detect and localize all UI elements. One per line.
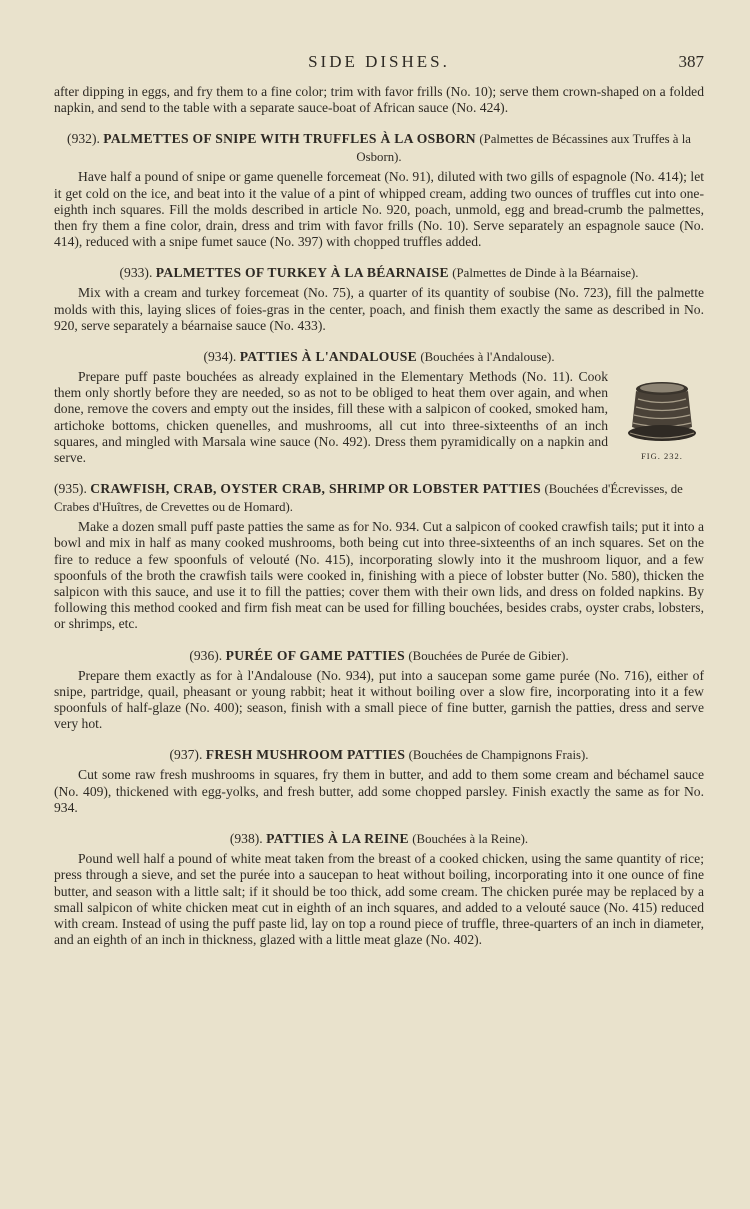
recipe-title-french: (Palmettes de Bécassines aux Truffes à la Osborn). [356, 132, 691, 165]
recipe-title-english: PURÉE OF GAME PATTIES [225, 647, 405, 663]
recipe-body: Cut some raw fresh mushrooms in squares, fry them in butter, and add to them some cream and béchamel sauce (No. 409), thickened with egg-yolks, and fresh butter, add some chopped parsley. Finish exactly the same as for No. 934. [54, 767, 704, 815]
recipe-title-english: PATTIES À LA REINE [266, 831, 409, 847]
page-number: 387 [678, 52, 704, 71]
recipe-title [54, 830, 704, 848]
recipe-title-english: FRESH MUSHROOM PATTIES [205, 747, 406, 763]
recipe-title-french: (Palmettes de Dinde à la Béarnaise). [452, 266, 639, 281]
recipe-body: Have half a pound of snipe or game quenelle forcemeat (No. 91), diluted with two gills of espagnole (No. 414); let it get cold on the ice, and beat into it the value of a pint of whipped cream, adding two ounces of truffles cut into one-eighth inch squares. Fill the molds described in article No. 920, poach, unmold, egg and bread-crumb the palmettes, then fry them a fine color, drain, dress and trim with favor frills (No. 10). Serve separately an espagnole sauce (No. 414), reduced with a snipe fumet sauce (No. 397) with chopped truffles added. [54, 169, 704, 250]
recipe-933 [54, 264, 704, 334]
recipe-title-french: (Bouchées à la Reine). [412, 832, 529, 847]
recipe-title-french: (Bouchées d'Écrevisses, de Crabes d'Huîtres, de Crevettes ou de Homard). [54, 482, 683, 515]
recipe-title-english: PATTIES À L'ANDALOUSE [239, 349, 417, 365]
recipe-934 [54, 348, 704, 466]
recipe-number: (932). [67, 131, 100, 147]
running-head: SIDE DISHES. [308, 52, 450, 71]
recipe-title-english: CRAWFISH, CRAB, OYSTER CRAB, SHRIMP OR LOBSTER PATTIES [90, 481, 542, 497]
recipe-title [54, 647, 704, 665]
recipe-title [54, 348, 704, 366]
recipe-number: (936). [189, 647, 223, 663]
recipe-title-english: PALMETTES OF TURKEY À LA BÉARNAISE [155, 265, 449, 281]
recipe-937 [54, 746, 704, 816]
recipe-body: Make a dozen small puff paste patties the same as for No. 934. Cut a salpicon of cooked crawfish tails; put it into a bowl and mix in half as many cooked mushrooms, both being cut into three-sixteenths of an inch squares. Set on the fire to reduce a few spoonfuls of velouté (No. 415), incorporating slowly into it the mushroom liquor, and a few spoonfuls of the broth the crawfish tails were cooked in, finishing with a piece of lobster butter (No. 580), thicken the salpicon with this sauce, and use it to fill the patties; cover them with their own lids, and dress on folded napkins. By following this method cooked and firm fish meat can be used for filling bouchées, besides crabs, oyster crabs, lobsters, or shrimps, etc. [54, 519, 704, 632]
figure-caption: FIG. 232. [641, 451, 683, 462]
recipe-title-french: (Bouchées à l'Andalouse). [420, 350, 555, 365]
recipe-number: (935). [54, 481, 87, 497]
recipe-932 [54, 130, 704, 250]
intro-paragraph: after dipping in eggs, and fry them to a fine color; trim with favor frills (No. 10); serve them crown-shaped on a folded napkin, and send to the table with a separate sauce-boat of African sauce (No. 424). [54, 84, 704, 116]
recipe-936 [54, 647, 704, 733]
recipe-number: (934). [203, 349, 237, 365]
page-header [54, 52, 704, 84]
recipe-body: Prepare them exactly as for à l'Andalouse (No. 934), put into a saucepan some game purée (No. 716), either of snipe, partridge, quail, pheasant or young rabbit; heat it without boiling over a slow fire, incorporating into it a few spoonfuls of half-glaze (No. 400); season, finish with a small piece of fine butter, garnish the patties, dress and serve very hot. [54, 667, 704, 732]
bouchee-pyramid-icon [624, 375, 700, 445]
recipe-number: (937). [169, 747, 203, 763]
recipe-title-english: PALMETTES OF SNIPE WITH TRUFFLES À LA OSBORN [103, 131, 476, 147]
figure-232 [620, 375, 704, 461]
recipe-title [54, 746, 704, 764]
recipe-body: Pound well half a pound of white meat taken from the breast of a cooked chicken, using the same quantity of rice; press through a sieve, and set the purée into a saucepan to heat without boiling, incorporating into it one ounce of fine butter, and season with a little salt; if it should be too thick, add some cream. The chicken purée may be replaced by a small salpicon of white chicken meat cut in eighth of an inch squares, and added to a velouté sauce (No. 415) reduced with cream. Instead of using the puff paste lid, lay on top a round piece of truffle, three-quarters of an inch in diameter, and an eighth of an inch in thickness, glazed with a little meat glaze (No. 402). [54, 851, 704, 948]
recipe-title [54, 480, 704, 516]
recipe-title-french: (Bouchées de Champignons Frais). [408, 748, 589, 763]
recipe-body: Mix with a cream and turkey forcemeat (No. 75), a quarter of its quantity of soubise (No. 723), fill the palmette molds with this, laying slices of foies-gras in the center, poach, and finish them exactly the same as described in No. 920, serve separately a béarnaise sauce (No. 433). [54, 285, 704, 333]
recipe-number: (933). [119, 265, 153, 281]
recipe-title-french: (Bouchées de Purée de Gibier). [408, 648, 569, 663]
recipe-title [54, 130, 704, 166]
recipe-935 [54, 480, 704, 632]
recipe-title [54, 264, 704, 282]
recipe-938 [54, 830, 704, 948]
recipe-number: (938). [229, 831, 263, 847]
recipe-body: Prepare puff paste bouchées as already explained in the Elementary Methods (No. 11). Cook them only shortly before they are needed, so as not to be obliged to heat them over again, and when done, remove the covers and empty out the insides, fill these with a salpicon of cooked, smoked ham, artichoke bottoms, chicken quenelles, and mushrooms, all cut into three-sixteenths of an inch squares, and mingled with Marsala wine sauce (No. 492). Dress them pyramidically on a napkin and serve. [54, 369, 608, 466]
